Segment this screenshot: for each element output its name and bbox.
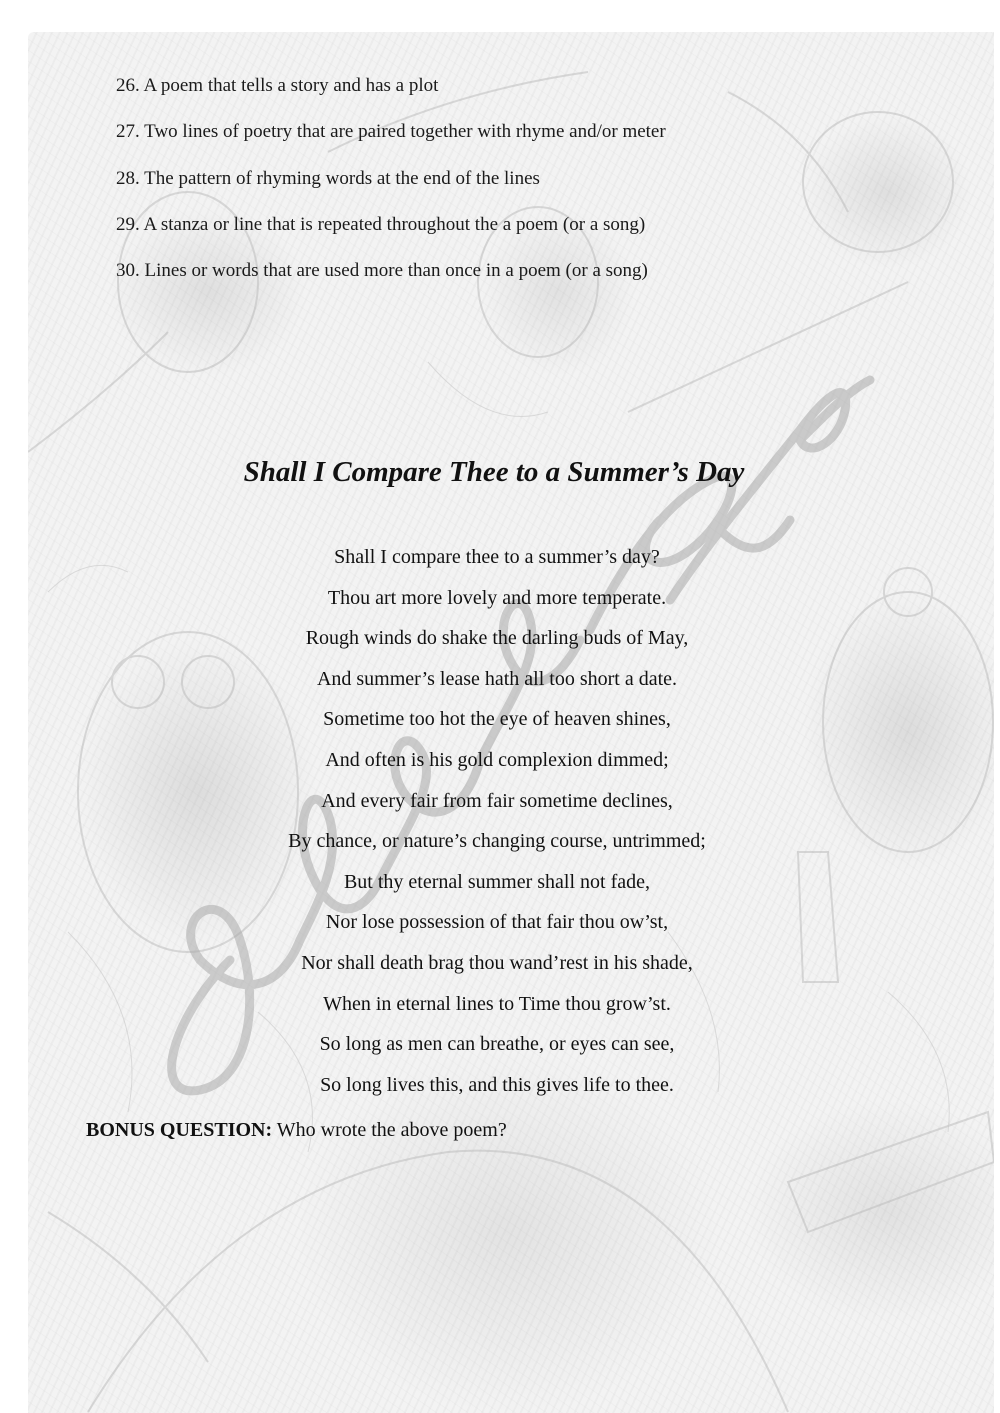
question-text: A poem that tells a story and has a plot [143,75,439,96]
poem-title: Shall I Compare Thee to a Summer’s Day [243,456,745,488]
bonus-question [86,1118,507,1142]
question-text: A stanza or line that is repeated throughout the a poem (or a song) [143,214,646,235]
question-28 [116,168,540,190]
question-29 [116,214,645,236]
question-number: 28. [116,168,140,189]
question-number: 27. [116,121,140,142]
poem-line: By chance, or nature’s changing course, untrimmed; [288,830,706,853]
poem-line: But thy eternal summer shall not fade, [343,870,651,893]
poem-line: Sometime too hot the eye of heaven shines, [323,708,671,731]
poem-body [0,545,994,1113]
question-26 [116,75,438,97]
bonus-text: Who wrote the above poem? [272,1119,507,1141]
question-text: Two lines of poetry that are paired together with rhyme and/or meter [144,121,666,142]
question-30 [116,260,648,282]
question-number: 26. [116,75,140,96]
poem-line: So long lives this, and this gives life to thee. [320,1073,674,1096]
poem-line: Rough winds do shake the darling buds of May, [305,627,689,650]
question-text: Lines or words that are used more than once in a poem (or a song) [144,260,648,281]
poem-line: So long as men can breathe, or eyes can see, [319,1033,675,1056]
question-number: 30. [116,260,140,281]
poem-line: When in eternal lines to Time thou grow’st. [323,992,671,1015]
poem-line: Shall I compare thee to a summer’s day? [334,546,660,568]
poem-line: Nor shall death brag thou wand’rest in his shade, [301,951,693,974]
question-text: The pattern of rhyming words at the end of the lines [144,168,540,189]
poem-line: Thou art more lovely and more temperate. [327,586,667,609]
bonus-label: BONUS QUESTION: [86,1119,273,1141]
question-number: 29. [116,214,140,235]
poem-line: And often is his gold complexion dimmed; [325,748,669,771]
question-27 [116,121,666,143]
poem-line: And every fair from fair sometime declines, [321,789,673,812]
poem-line: And summer’s lease hath all too short a date. [316,667,678,690]
poem-line: Nor lose possession of that fair thou ow’st, [325,911,669,934]
